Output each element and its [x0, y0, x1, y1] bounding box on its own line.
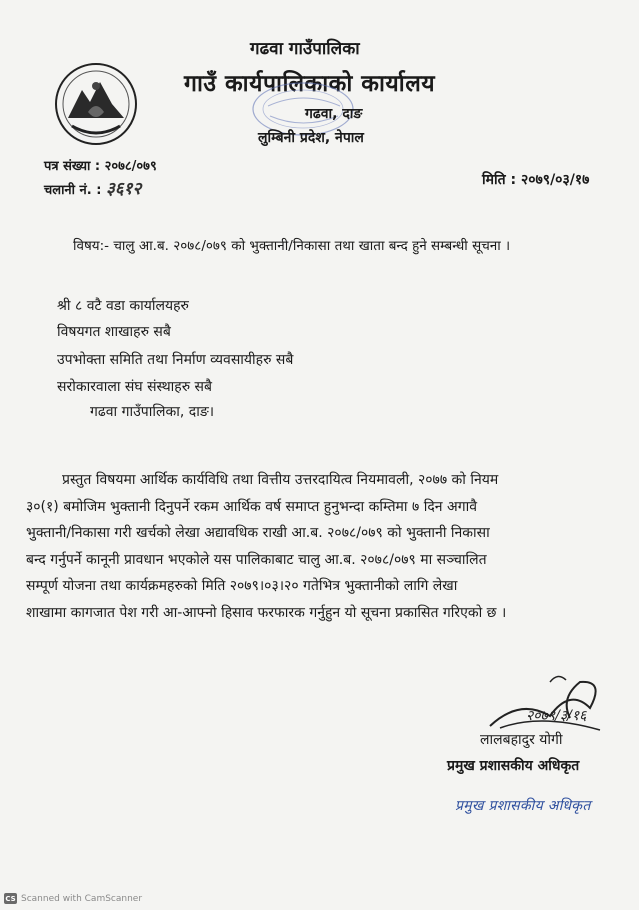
scanner-text: Scanned with CamScanner	[21, 893, 143, 904]
recipient-line: उपभोक्ता समिति तथा निर्माण व्यवसायीहरु सबै	[57, 352, 294, 368]
scanner-watermark	[4, 893, 142, 904]
recipient-line: श्री ८ वटै वडा कार्यालयहरु	[57, 298, 189, 314]
address-line-2: लुम्बिनी प्रदेश, नेपाल	[258, 130, 364, 146]
office-name: गाउँ कार्यपालिकाको कार्यालय	[184, 71, 436, 97]
body-line: बन्द गर्नुपर्ने कानूनी प्रावधान भएकोले यस पालिकाबाट चालु आ.ब. २०७८/०७९ मा सञ्चालित	[26, 552, 487, 568]
dispatch-number-value: ३६१२	[105, 179, 142, 199]
camscanner-icon: CS	[5, 894, 16, 903]
body-line: भुक्तानी/निकासा गरी खर्चको लेखा अद्यावधिक राखी आ.ब. २०७८/०७९ को भुक्तानी निकासा	[26, 525, 490, 541]
organization-name: गढवा गाउँपालिका	[250, 39, 360, 59]
signer-name: लालबहादुर योगी	[480, 732, 563, 748]
subject-line: विषय:- चालु आ.ब. २०७८/०७९ को भुक्तानी/निकासा तथा खाता बन्द हुने सम्बन्धी सूचना ।	[73, 238, 511, 254]
signer-title: प्रमुख प्रशासकीय अधिकृत	[447, 758, 580, 774]
letter-date: मिति : २०७९/०३/१७	[482, 172, 590, 188]
recipient-line: सरोकारवाला संघ संस्थाहरु सबै	[57, 379, 213, 395]
dispatch-number-label: चलानी नं. :	[44, 183, 102, 198]
letter-number: पत्र संख्या : २०७८/०७९	[44, 159, 157, 174]
handwritten-signature	[430, 668, 620, 738]
address-line-1: गढवा, दाङ	[305, 106, 363, 122]
signature-date: २०७९/३/१६	[526, 708, 587, 724]
body-line: ३०(१) बमोजिम भुक्तानी दिनुपर्ने रकम आर्थिक वर्ष समाप्त हुनुभन्दा कम्तिमा ७ दिन अगावै	[26, 499, 477, 515]
designation-stamp: प्रमुख प्रशासकीय अधिकृत	[455, 798, 591, 814]
recipient-line: विषयगत शाखाहरु सबै	[57, 324, 171, 340]
body-line: सम्पूर्ण योजना तथा कार्यक्रमहरुको मिति २०७९।०३।२० गतेभित्र भुक्तानीको लागि लेखा	[26, 578, 458, 594]
nepal-emblem-icon	[52, 60, 140, 148]
body-line: शाखामा कागजात पेश गरी आ-आफ्नो हिसाव फरफारक गर्नुहुन यो सूचना प्रकासित गरिएको छ ।	[26, 605, 507, 621]
recipient-line: गढवा गाउँपालिका, दाङ।	[90, 404, 215, 420]
body-line: प्रस्तुत विषयमा आर्थिक कार्यविधि तथा वित्तीय उत्तरदायित्व नियमावली, २०७७ को नियम	[62, 472, 499, 488]
dispatch-number-row	[44, 176, 141, 199]
